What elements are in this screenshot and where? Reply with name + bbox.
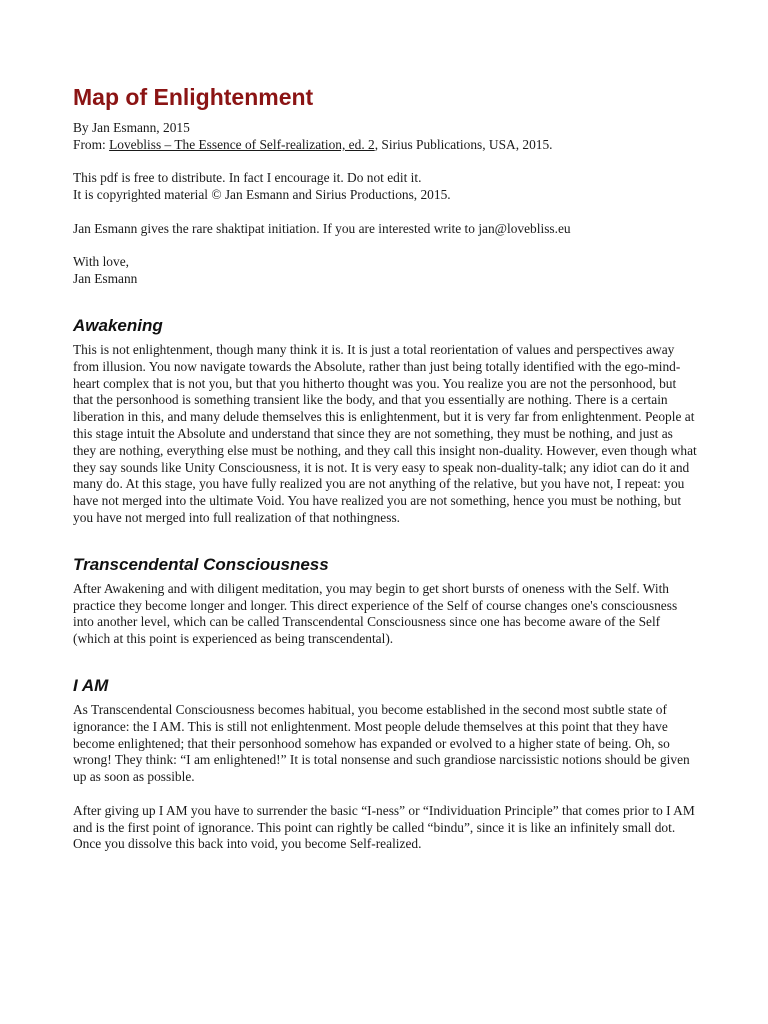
- shaktipat-note: Jan Esmann gives the rare shaktipat initiation. If you are interested write to jan@lovebliss.eu: [73, 220, 571, 236]
- section-heading-i-am: I AM: [73, 675, 109, 695]
- source-suffix: , Sirius Publications, USA, 2015.: [374, 136, 553, 152]
- signoff-greeting: With love,: [73, 254, 129, 270]
- section-paragraph: As Transcendental Consciousness becomes habitual, you become established in the second most subtle state of ignorance: the I AM. This is still not enlightenment. Most people delude themselves at this point that they have become enlightened; that their personhood somehow has expanded or evolved to a higher state of being. Oh, so wrong! They think: “I am enlightened!” It is total nonsense and such grandiose narcissistic notions should be given up as soon as possible.: [73, 701, 690, 785]
- byline: By Jan Esmann, 2015: [73, 120, 190, 135]
- copyright-note: It is copyrighted material © Jan Esmann and Sirius Productions, 2015.: [73, 187, 451, 203]
- book-link[interactable]: Lovebliss – The Essence of Self-realization, ed. 2: [109, 136, 375, 152]
- signoff-name: Jan Esmann: [73, 271, 138, 287]
- section-paragraph: This is not enlightenment, though many think it is. It is just a total reorientation of values and perspectives away from illusion. You now navigate towards the Absolute, rather than just being totally identified with the ego-mind-heart complex that is not you, but that you hitherto thought was you. You realize you are not the personhood, but that the personhood is something transient like the body, and that you essentially are nothing. There is a certain liberation in this, and many delude themselves this is enlightenment, but it is very far from enlightenment. People at this stage intuit the Absolute and understand that since they are not something, they must be nothing, and just as they are nothing, everything else must be nothing, and they call this insight non-duality. However, even though what they say sounds like Unity Consciousness, it is not. It is very easy to speak non-duality-talk; any idiot can do it and many do. At this stage, you have fully realized you are not anything of the relative, but you have not, I repeat: you have not merged into the ultimate Void. You have realized you are not something, hence you must be nothing, but you have not merged into full realization of that nothingness.: [73, 341, 697, 525]
- source-prefix: From:: [73, 136, 110, 152]
- distribution-note: This pdf is free to distribute. In fact I encourage it. Do not edit it.: [73, 170, 422, 186]
- section-heading-transcendental-consciousness: Transcendental Consciousness: [73, 554, 329, 574]
- document-title: Map of Enlightenment: [73, 84, 314, 110]
- source-line: [73, 137, 698, 154]
- section-heading-awakening: Awakening: [73, 315, 163, 335]
- section-paragraph: After giving up I AM you have to surrender the basic “I-ness” or “Individuation Principle” that comes prior to I AM and is the first point of ignorance. This point can rightly be called “bindu”, since it is like an infinitely small dot. Once you dissolve this back into void, you become Self-realized.: [73, 802, 695, 852]
- section-paragraph: After Awakening and with diligent meditation, you may begin to get short bursts of oneness with the Self. With practice they become longer and longer. This direct experience of the Self of course changes one's consciousness into another level, which can be called Transcendental Consciousness since one has become aware of the Self (which at this point is experienced as being transcendental).: [73, 580, 678, 647]
